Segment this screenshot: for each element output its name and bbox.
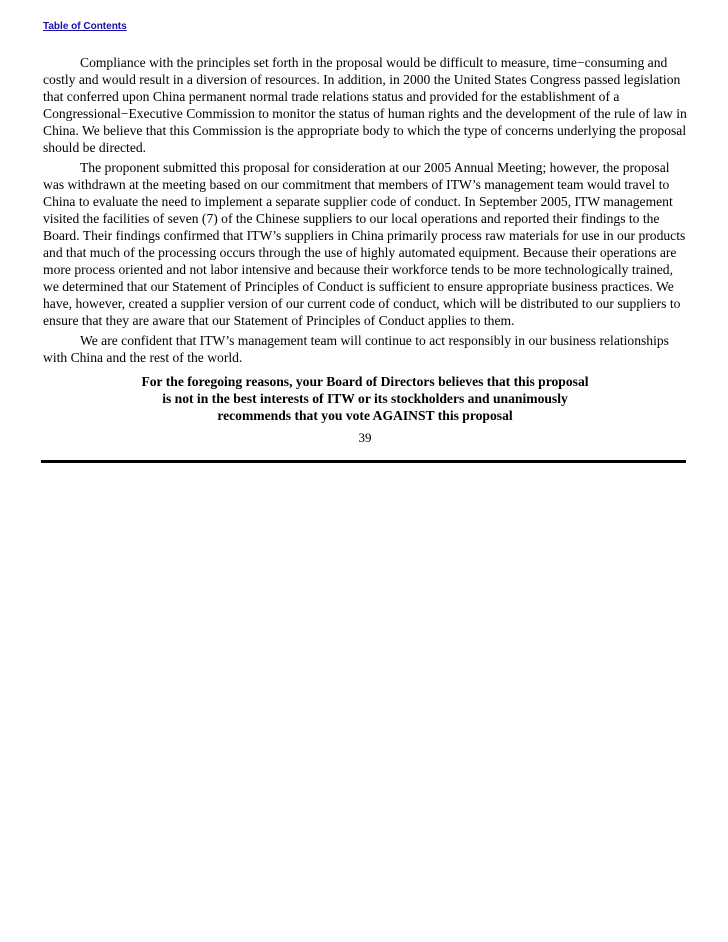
recommendation-line: recommends that you vote AGAINST this proposal [217, 407, 513, 423]
recommendation-line: For the foregoing reasons, your Board of Directors believes that this proposal [141, 373, 589, 389]
paragraph-proponent: The proponent submitted this proposal for consideration at our 2005 Annual Meeting; however, the proposal was withdrawn at the meeting based on our commitment that members of ITW’s management team would travel to China to evaluate the need to implement a separate supplier code of conduct. In September 2005, ITW management visited the facilities of seven (7) of the Chinese suppliers to our local operations and reported their findings to the Board. Their findings confirmed that ITW’s suppliers in China primarily process raw materials for use in our products and that much of the processing occurs through the use of highly automated equipment. Because their operations are more process oriented and not labor intensive and because their workforce tends to be more technologically trained, we determined that our Statement of Principles of Conduct is sufficient to ensure appropriate business practices. We have, however, created a supplier version of our current code of conduct, which will be distributed to our suppliers to ensure that they are aware that our Statement of Principles of Conduct applies to them. [43, 159, 686, 329]
table-of-contents-link[interactable]: Table of Contents [43, 21, 127, 32]
document-body [43, 54, 687, 446]
board-recommendation [43, 373, 687, 424]
page-divider [41, 460, 686, 463]
paragraph-compliance: Compliance with the principles set forth in the proposal would be difficult to measure, time−consuming and costly and would result in a diversion of resources. In addition, in 2000 the United States Congress passed legislation that conferred upon China permanent normal trade relations status and provided for the establishment of a Congressional−Executive Commission to monitor the status of human rights and the development of the rule of law in China. We believe that this Commission is the appropriate body to which the type of concerns underlying the proposal should be directed. [43, 55, 687, 156]
paragraph-confidence: We are confident that ITW’s management team will continue to act responsibly in our business relationships with China and the rest of the world. [43, 332, 669, 365]
recommendation-line: is not in the best interests of ITW or its stockholders and unanimously [162, 390, 568, 406]
page-number: 39 [358, 429, 372, 445]
